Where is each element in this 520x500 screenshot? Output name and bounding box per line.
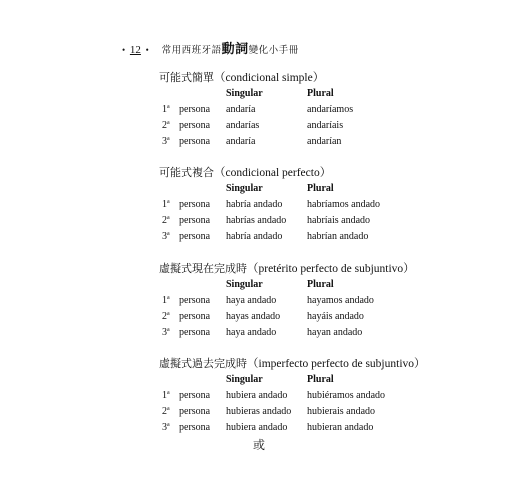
person-number: 2$^a$	[162, 406, 170, 417]
table-header	[159, 277, 459, 293]
table-row	[159, 325, 459, 341]
singular-form: habría andado	[226, 199, 283, 210]
persona-label: persona	[179, 215, 211, 226]
persona-label: persona	[179, 422, 211, 433]
persona-label: persona	[179, 406, 211, 417]
conjugation-section	[159, 261, 459, 341]
plural-form: hubierais andado	[307, 406, 376, 417]
table-row	[159, 134, 459, 150]
person-number: 3$^a$	[162, 136, 170, 147]
table-row	[159, 213, 459, 229]
singular-form: andaría	[226, 136, 256, 147]
person-number: 1$^a$	[162, 390, 170, 401]
person-number: 1$^a$	[162, 199, 170, 210]
person-number: 3$^a$	[162, 231, 170, 242]
plural-form: hayáis andado	[307, 311, 364, 322]
section-title	[159, 70, 459, 86]
table-row	[159, 197, 459, 213]
section-title	[159, 261, 459, 277]
section-title-zh: 可能式簡單	[159, 71, 214, 84]
plural-form: habríamos andado	[307, 199, 381, 210]
running-header	[122, 38, 299, 57]
book-title-post: 變化小手冊	[248, 45, 299, 56]
table-row	[159, 293, 459, 309]
singular-form: hubieras andado	[226, 406, 292, 417]
conjugation-section	[159, 70, 459, 150]
header-bullet-left: •	[122, 45, 126, 55]
persona-label: persona	[179, 390, 211, 401]
person-number: 3$^a$	[162, 422, 170, 433]
table-row	[159, 420, 459, 436]
section-title-zh: 可能式複合	[159, 166, 214, 179]
section-title-zh: 虛擬式現在完成時	[159, 262, 247, 275]
conjugation-section	[159, 356, 459, 436]
persona-label: persona	[179, 136, 211, 147]
plural-form: andaríais	[307, 120, 344, 131]
section-title-es: （condicional simple）	[214, 72, 325, 84]
footer-continuation: 或	[253, 438, 266, 452]
person-number: 1$^a$	[162, 295, 170, 306]
book-title	[161, 42, 299, 57]
section-title	[159, 356, 459, 372]
section-title	[159, 165, 459, 181]
plural-form: andarían	[307, 136, 342, 147]
person-number: 3$^a$	[162, 327, 170, 338]
table-row	[159, 229, 459, 245]
singular-heading: Singular	[226, 183, 263, 194]
person-number: 2$^a$	[162, 120, 170, 131]
plural-form: hubieran andado	[307, 422, 374, 433]
singular-form: andarías	[226, 120, 260, 131]
plural-heading: Plural	[307, 183, 334, 194]
plural-heading: Plural	[307, 279, 334, 290]
section-title-zh: 虛擬式過去完成時	[159, 357, 247, 370]
plural-heading: Plural	[307, 374, 334, 385]
singular-form: hubiera andado	[226, 422, 288, 433]
singular-heading: Singular	[226, 374, 263, 385]
person-number: 2$^a$	[162, 311, 170, 322]
section-title-es: （pretérito perfecto de subjuntivo）	[247, 263, 415, 275]
persona-label: persona	[179, 120, 211, 131]
person-number: 2$^a$	[162, 215, 170, 226]
person-number: 1$^a$	[162, 104, 170, 115]
table-row	[159, 309, 459, 325]
plural-form: hayamos andado	[307, 295, 374, 306]
table-row	[159, 388, 459, 404]
section-title-es: （imperfecto perfecto de subjuntivo）	[247, 358, 426, 370]
table-header	[159, 372, 459, 388]
singular-form: haya andado	[226, 295, 277, 306]
section-title-es: （condicional perfecto）	[214, 167, 332, 179]
singular-form: haya andado	[226, 327, 277, 338]
singular-form: hubiera andado	[226, 390, 288, 401]
persona-label: persona	[179, 104, 211, 115]
table-row	[159, 404, 459, 420]
persona-label: persona	[179, 327, 211, 338]
table-header	[159, 181, 459, 197]
plural-form: habríais andado	[307, 215, 371, 226]
persona-label: persona	[179, 199, 211, 210]
persona-label: persona	[179, 231, 211, 242]
plural-form: hayan andado	[307, 327, 363, 338]
persona-label: persona	[179, 295, 211, 306]
page-number: 12	[129, 44, 141, 56]
book-title-pre: 常用西班牙語	[161, 45, 222, 56]
singular-heading: Singular	[226, 88, 263, 99]
singular-form: hayas andado	[226, 311, 281, 322]
table-row	[159, 102, 459, 118]
singular-form: habría andado	[226, 231, 283, 242]
plural-form: habrían andado	[307, 231, 369, 242]
table-header	[159, 86, 459, 102]
conjugation-section	[159, 165, 459, 245]
plural-form: andaríamos	[307, 104, 354, 115]
plural-form: hubiéramos andado	[307, 390, 386, 401]
singular-form: andaría	[226, 104, 256, 115]
singular-form: habrías andado	[226, 215, 287, 226]
persona-label: persona	[179, 311, 211, 322]
plural-heading: Plural	[307, 88, 334, 99]
singular-heading: Singular	[226, 279, 263, 290]
header-bullet-right: •	[145, 45, 149, 55]
table-row	[159, 118, 459, 134]
book-title-bold: 動詞	[221, 42, 249, 57]
